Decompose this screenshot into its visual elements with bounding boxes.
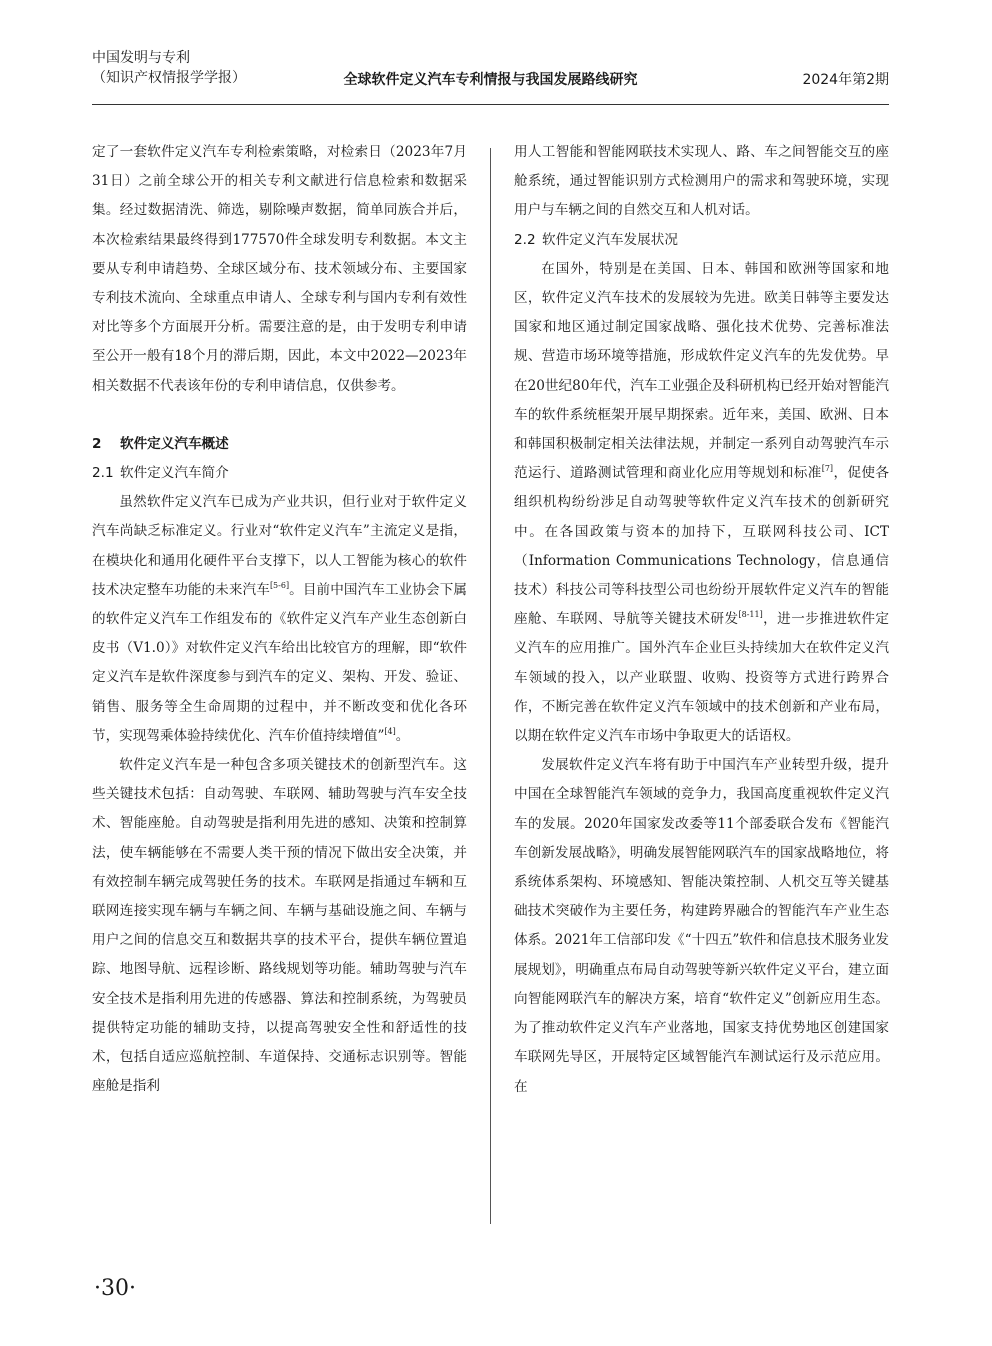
paragraph: 用人工智能和智能网联技术实现人、路、车之间智能交互的座舱系统，通过智能识别方式检测用户的需求和驾驶环境，实现用户与车辆之间的自然交互和人机对话。: [514, 144, 889, 219]
subsection-title: 软件定义汽车发展状况: [542, 231, 678, 248]
page-header: [92, 40, 889, 102]
header-rule: [92, 104, 889, 105]
paragraph-text: ，进一步推进软件定义汽车的应用推广。国外汽车企业巨头持续加大在软件定义汽车领域的投入，以产业联盟、收购、投资等方式进行跨界合作，不断完善在软件定义汽车领域中的技术创新和产业布局，以期在软件定义汽车市场中争取更大的话语权。: [514, 611, 889, 745]
subsection-number: 2.2: [514, 231, 536, 248]
subsection-title: 软件定义汽车简介: [120, 465, 229, 482]
paragraph-text: 在国外，特别是在美国、日本、韩国和欧洲等国家和地区，软件定义汽车技术的发展较为先进。欧美日韩等主要发达国家和地区通过制定国家战略、强化技术优势、完善标准法规、营造市场环境等措施，形成软件定义汽车的先发优势。早在20世纪80年代，汽车工业强企及科研机构已经开始对智能汽车的软件系统框架开展早期探索。近年来，美国、欧洲、日本和韩国积极制定相关法律法规，并制定一系列自动驾驶汽车示范运行、道路测试管理和商业化应用等规划和标准: [514, 260, 889, 482]
subsection-heading: [514, 226, 889, 255]
paragraph-text: 。目前中国汽车工业协会下属的软件定义汽车工作组发布的《软件定义汽车产业生态创新白皮书（V1.0）》对软件定义汽车给出比较官方的理解，即“软件定义汽车是软件深度参与到汽车的定义、架构、开发、验证、销售、服务等全生命周期的过程中，并不断改变和优化各环节，实现驾乘体验持续优化、汽车价值持续增值”: [92, 581, 467, 744]
citation: [4]: [384, 726, 396, 736]
page-number: ·30·: [94, 1276, 136, 1301]
running-title: 全球软件定义汽车专利情报与我国发展路线研究: [343, 72, 638, 88]
right-column: [514, 138, 889, 1102]
journal-name: 中国发明与专利: [92, 50, 190, 66]
citation: [5-6]: [269, 580, 290, 590]
paragraph: [514, 255, 889, 751]
paragraph: 发展软件定义汽车将有助于中国汽车产业转型升级，提升中国在全球智能汽车领域的竞争力，我国高度重视软件定义汽车的发展。2020年国家发改委等11个部委联合发布《智能汽车创新发展战略》，明确发展智能网联汽车的国家战略地位，将系统体系架构、环境感知、智能决策控制、人机交互等关键基础技术突破作为主要任务，构建跨界融合的智能汽车产业生态体系。2021年工信部印发《“十四五”软件和信息技术服务业发展规划》，明确重点布局自动驾驶等新兴软件定义平台，建立面向智能网联汽车的解决方案，培育“软件定义”创新应用生态。为了推动软件定义汽车产业落地，国家支持优势地区创建国家车联网先导区，开展特定区域智能汽车测试运行及示范应用。在: [514, 757, 889, 1095]
paragraph-text: ，促使各组织机构纷纷涉足自动驾驶等软件定义汽车技术的创新研究中。在各国政策与资本的加持下，互联网科技公司、ICT（Information Communications Technology，信息通信技术）科技公司等科技型公司也纷纷开展软件定义汽车的智能座舱、车联网、导航等关键技术研发: [514, 465, 890, 628]
citation: [8-11]: [738, 610, 763, 620]
paragraph: [92, 488, 467, 751]
citation: [7]: [821, 464, 834, 474]
issue-number: 2024年第2期: [802, 72, 889, 88]
paragraph: 软件定义汽车是一种包含多项关键技术的创新型汽车。这些关键技术包括：自动驾驶、车联网、辅助驾驶与汽车安全技术、智能座舱。自动驾驶是指利用先进的感知、决策和控制算法，使车辆能够在不需要人类干预的情况下做出安全决策，并有效控制车辆完成驾驶任务的技术。车联网是指通过车辆和互联网连接实现车辆与车辆之间、车辆与基础设施之间、车辆与用户之间的信息交互和数据共享的技术平台，提供车辆位置追踪、地图导航、远程诊断、路线规划等功能。辅助驾驶与汽车安全技术是指利用先进的传感器、算法和控制系统，为驾驶员提供特定功能的辅助支持，以提高驾驶安全性和舒适性的技术，包括自适应巡航控制、车道保持、交通标志识别等。智能座舱是指利: [92, 757, 467, 1095]
subsection-heading: [92, 459, 467, 488]
paragraph: 定了一套软件定义汽车专利检索策略，对检索日（2023年7月31日）之前全球公开的相关专利文献进行信息检索和数据采集。经过数据清洗、筛选，剔除噪声数据，简单同族合并后，本次检索结果最终得到177570件全球发明专利数据。本文主要从专利申请趋势、全球区域分布、技术领域分布、主要国家专利技术流向、全球重点申请人、全球专利与国内专利有效性对比等多个方面展开分析。需要注意的是，由于发明专利申请至公开一般有18个月的滞后期，因此，本文中2022—2023年相关数据不代表该年份的专利申请信息，仅供参考。: [92, 144, 467, 394]
section-heading: [92, 430, 467, 459]
column-divider: [490, 148, 491, 1224]
journal-subtitle: （知识产权情报学学报）: [92, 70, 246, 86]
paragraph-text: 。: [395, 727, 410, 744]
paragraph-text: 虽然软件定义汽车已成为产业共识，但行业对于软件定义汽车尚缺乏标准定义。行业对“软件定义汽车”主流定义是指，在模块化和通用化硬件平台支撑下，以人工智能为核心的软件技术决定整车功能的未来汽车: [92, 494, 467, 598]
left-column: [92, 138, 467, 1102]
section-title: 软件定义汽车概述: [120, 435, 229, 452]
subsection-number: 2.1: [92, 465, 114, 482]
section-number: 2: [92, 435, 102, 452]
